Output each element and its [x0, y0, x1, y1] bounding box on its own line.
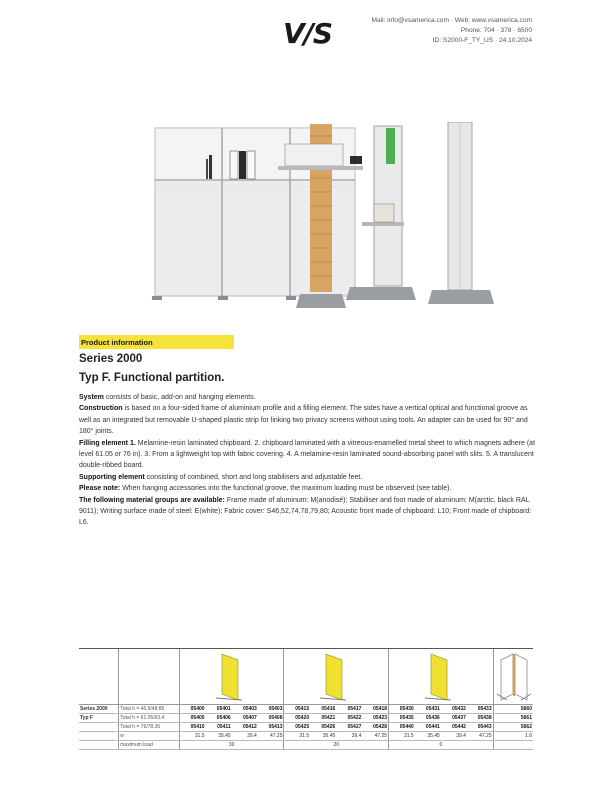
- paragraph-supporting: [79, 472, 541, 483]
- table-cell: 05441: [415, 723, 441, 732]
- table-cell: w: [119, 732, 180, 741]
- table-cell: Supporting element: [79, 473, 145, 481]
- table-cell: 05406: [206, 714, 232, 723]
- table-cell: [493, 705, 501, 714]
- load-group-2: 20: [284, 741, 389, 750]
- paragraph-materials: [79, 495, 541, 529]
- table-cell: The following material groups are available:: [79, 496, 225, 504]
- table-cell: 05421: [310, 714, 336, 723]
- table-cell: When hanging accessories into the functional groove, the maximum loading must be observed (see table).: [120, 485, 452, 493]
- contact-block: [372, 16, 532, 46]
- table-row: [79, 732, 533, 741]
- contact-mail: Mail: info@vsamerica.com · Web: www.vsamerica.com: [371, 17, 532, 24]
- table-cell: 35.45: [206, 732, 232, 741]
- page-subtitle: Typ F. Functional partition.: [79, 372, 225, 384]
- paragraph-construction: [79, 403, 541, 437]
- table-cell: Typ F: [79, 714, 119, 723]
- table-cell: 39.4: [441, 732, 467, 741]
- table-cell: [493, 714, 501, 723]
- table-cell: 39.4: [336, 732, 362, 741]
- table-cell: 05430: [389, 705, 415, 714]
- table-cell: Frame made of aluminum: M(anodisé); Stabiliser and foot made of aluminum: M(arctic, black RAL 9011); Writing surface made of steel: E(white); Fabric cover: S46,52,74,78,79,80; Acoustic front made of chipboard: L10; Front made of chipboard: L6.: [79, 496, 532, 527]
- table-cell: consists of basic, add-on and hanging elements.: [103, 394, 256, 401]
- table-cell: 05428: [362, 723, 388, 732]
- table-cell: Series 2000: [79, 705, 119, 714]
- table-row: [79, 714, 533, 723]
- document-id: ID: S2000-F_TY_US · 24.10.2024: [432, 37, 532, 44]
- table-cell: Please note:: [79, 485, 121, 493]
- table-cell: 05435: [389, 714, 415, 723]
- panel-image-3: [389, 649, 494, 705]
- load-group-1: 30: [179, 741, 284, 750]
- table-cell: maximum load: [119, 741, 180, 750]
- spec-table: [79, 648, 533, 750]
- table-cell: Construction: [79, 405, 123, 413]
- paragraph-note: [79, 483, 541, 494]
- table-cell: Filling element 1.: [79, 439, 136, 447]
- table-cell: 05443: [467, 723, 493, 732]
- table-cell: Melamine-resin laminated chipboard. 2. chipboard laminated with a vitreous-enamelled metal sheet to which magnets adhere (at level 61.05 or 76 in). 3. From a lightweight top with fabric covering. 4. A melamine-resin laminated sound-absorbing panel with slits. 5. A translucent double-ribbed board.: [79, 439, 536, 470]
- spec-table-wrap: [79, 648, 533, 758]
- vs-logo: V/S: [283, 17, 333, 50]
- paragraph-filling: [79, 438, 541, 472]
- table-cell: 05418: [362, 705, 388, 714]
- table-cell: 47.25: [467, 732, 493, 741]
- table-cell: 05426: [310, 723, 336, 732]
- contact-phone: Phone: 704 · 378 · 6500: [460, 27, 532, 34]
- table-cell: 31.5: [179, 732, 205, 741]
- table-cell: 31.5: [389, 732, 415, 741]
- table-cell: 05420: [284, 714, 310, 723]
- table-cell: 47.25: [362, 732, 388, 741]
- table-cell: 05433: [467, 705, 493, 714]
- table-cell: 31.5: [284, 732, 310, 741]
- table-cell: 05415: [284, 705, 310, 714]
- table-row: [79, 741, 533, 750]
- table-cell: 05422: [336, 714, 362, 723]
- table-cell: 05442: [441, 723, 467, 732]
- table-cell: 05436: [415, 714, 441, 723]
- table-row: [79, 723, 533, 732]
- table-cell: 05416: [310, 705, 336, 714]
- table-cell: 5660: [501, 705, 533, 714]
- table-cell: 05401: [206, 705, 232, 714]
- panel-image-1: [179, 649, 284, 705]
- table-cell: 5661: [501, 714, 533, 723]
- table-cell: 39.4: [232, 732, 258, 741]
- freestanding-panel-with-desk: [346, 126, 416, 300]
- panel-image-corner: [493, 649, 533, 705]
- table-cell: Total h = 76/78.35: [119, 723, 180, 732]
- table-cell: 05437: [441, 714, 467, 723]
- table-image-row: [79, 649, 533, 705]
- table-cell: 05410: [179, 723, 205, 732]
- panel-image-2: [284, 649, 389, 705]
- table-cell: 05431: [415, 705, 441, 714]
- table-cell: 05405: [179, 714, 205, 723]
- table-cell: 05427: [336, 723, 362, 732]
- table-cell: 35.45: [415, 732, 441, 741]
- table-cell: 05425: [284, 723, 310, 732]
- table-cell: 47.25: [258, 732, 284, 741]
- table-cell: 05408: [258, 714, 284, 723]
- table-cell: 05438: [467, 714, 493, 723]
- table-cell: 05407: [232, 714, 258, 723]
- table-cell: System: [79, 394, 104, 401]
- table-cell: 05413: [258, 723, 284, 732]
- table-cell: 05403: [232, 705, 258, 714]
- table-cell: 1.6: [501, 732, 533, 741]
- table-row: [79, 705, 533, 714]
- table-cell: 05423: [362, 714, 388, 723]
- table-cell: [493, 723, 501, 732]
- product-information-label: Product information: [79, 335, 234, 349]
- table-cell: 35.45: [310, 732, 336, 741]
- load-group-3: 0: [389, 741, 494, 750]
- table-cell: 05403: [258, 705, 284, 714]
- table-cell: 05400: [179, 705, 205, 714]
- tall-column-panel: [428, 122, 494, 304]
- page-title: Series 2000: [79, 353, 143, 365]
- table-cell: 05411: [206, 723, 232, 732]
- table-cell: [493, 732, 501, 741]
- table-cell: 5662: [501, 723, 533, 732]
- table-cell: 05412: [232, 723, 258, 732]
- description-text: [79, 392, 541, 529]
- table-cell: Total h = 46.5/48.85: [119, 705, 180, 714]
- table-cell: 05440: [389, 723, 415, 732]
- table-cell: Total h = 61.05/63.4: [119, 714, 180, 723]
- product-photo: [150, 122, 500, 322]
- table-cell: consisting of combined, short and long stabilisers and adjustable feet.: [144, 473, 363, 481]
- table-cell: is based on a four-sided frame of aluminium profile and a filling element. The sides have a vertical optical and functional groove as well as an integrated but removable U-shaped plastic strip for linking two privacy screens without using tools. An adapter can be used for 90° and 180° joints.: [79, 405, 528, 436]
- table-cell: 05432: [441, 705, 467, 714]
- table-cell: 05417: [336, 705, 362, 714]
- paragraph-system: [79, 392, 541, 403]
